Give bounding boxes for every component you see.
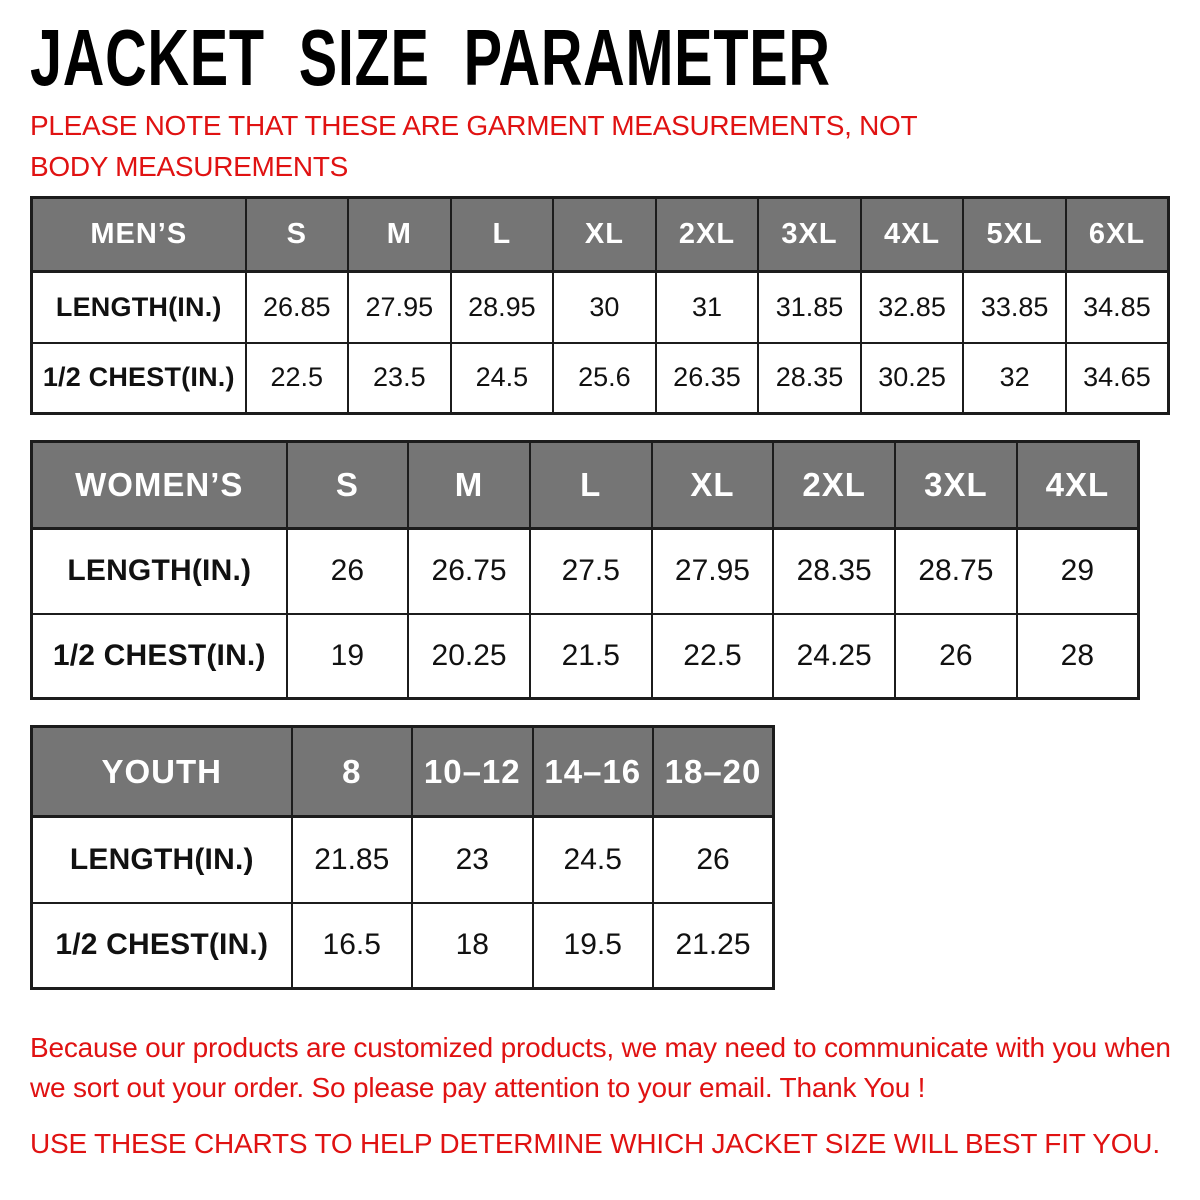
womens-size-column-header: XL <box>652 442 774 529</box>
page-title: JACKET SIZE PARAMETER <box>30 13 831 102</box>
mens-value-cell: 26.35 <box>656 343 759 414</box>
mens-value-cell: 24.5 <box>451 343 554 414</box>
youth-value-cell: 16.5 <box>292 903 413 989</box>
womens-size-column-header: L <box>530 442 652 529</box>
womens-row-label: LENGTH(IN.) <box>32 529 287 614</box>
size-tables-container <box>30 196 1170 1015</box>
mens-value-cell: 23.5 <box>348 343 451 414</box>
womens-value-cell: 28 <box>1017 614 1139 699</box>
womens-value-cell: 26 <box>287 529 409 614</box>
youth-measurement-row <box>32 817 774 903</box>
womens-size-column-header: S <box>287 442 409 529</box>
mens-value-cell: 32 <box>963 343 1066 414</box>
footer-fit-advice-note: USE THESE CHARTS TO HELP DETERMINE WHICH JACKET SIZE WILL BEST FIT YOU. <box>30 1128 1160 1159</box>
youth-value-cell: 21.25 <box>653 903 774 989</box>
mens-size-column-header: S <box>246 198 349 272</box>
womens-value-cell: 26 <box>895 614 1017 699</box>
womens-value-cell: 24.25 <box>773 614 895 699</box>
womens-size-column-header: 2XL <box>773 442 895 529</box>
mens-header-row <box>32 198 1169 272</box>
womens-table-title-cell: WOMEN’S <box>32 442 287 529</box>
mens-value-cell: 22.5 <box>246 343 349 414</box>
mens-row-label: 1/2 CHEST(IN.) <box>32 343 246 414</box>
youth-value-cell: 19.5 <box>533 903 654 989</box>
youth-measurement-row <box>32 903 774 989</box>
mens-value-cell: 28.35 <box>758 343 861 414</box>
mens-value-cell: 31.85 <box>758 272 861 343</box>
womens-size-column-header: 3XL <box>895 442 1017 529</box>
mens-size-column-header: 2XL <box>656 198 759 272</box>
mens-size-column-header: L <box>451 198 554 272</box>
mens-measurement-row <box>32 272 1169 343</box>
womens-value-cell: 22.5 <box>652 614 774 699</box>
womens-value-cell: 28.75 <box>895 529 1017 614</box>
womens-value-cell: 26.75 <box>408 529 530 614</box>
footer-customized-products-note: Because our products are customized products, we may need to communicate with you when we sort out your order. So please pay attention to your email. Thank You ! <box>30 1032 1171 1103</box>
mens-size-column-header: 5XL <box>963 198 1066 272</box>
womens-row-label: 1/2 CHEST(IN.) <box>32 614 287 699</box>
mens-size-column-header: 6XL <box>1066 198 1169 272</box>
womens-value-cell: 20.25 <box>408 614 530 699</box>
womens-measurement-row <box>32 529 1139 614</box>
womens-value-cell: 19 <box>287 614 409 699</box>
youth-size-column-header: 14–16 <box>533 727 654 817</box>
garment-measurement-note: PLEASE NOTE THAT THESE ARE GARMENT MEASUREMENTS, NOT BODY MEASUREMENTS <box>30 110 917 182</box>
womens-value-cell: 28.35 <box>773 529 895 614</box>
mens-measurement-row <box>32 343 1169 414</box>
youth-value-cell: 18 <box>412 903 533 989</box>
womens-measurement-row <box>32 614 1139 699</box>
youth-row-label: 1/2 CHEST(IN.) <box>32 903 292 989</box>
youth-size-column-header: 8 <box>292 727 413 817</box>
mens-value-cell: 34.65 <box>1066 343 1169 414</box>
mens-value-cell: 33.85 <box>963 272 1066 343</box>
womens-size-table <box>30 440 1140 700</box>
mens-value-cell: 28.95 <box>451 272 554 343</box>
youth-value-cell: 23 <box>412 817 533 903</box>
mens-value-cell: 27.95 <box>348 272 451 343</box>
mens-value-cell: 26.85 <box>246 272 349 343</box>
womens-value-cell: 27.95 <box>652 529 774 614</box>
mens-value-cell: 30 <box>553 272 656 343</box>
youth-row-label: LENGTH(IN.) <box>32 817 292 903</box>
mens-size-column-header: 4XL <box>861 198 964 272</box>
youth-header-row <box>32 727 774 817</box>
mens-size-table <box>30 196 1170 415</box>
womens-header-row <box>32 442 1139 529</box>
womens-value-cell: 27.5 <box>530 529 652 614</box>
womens-value-cell: 29 <box>1017 529 1139 614</box>
mens-value-cell: 31 <box>656 272 759 343</box>
youth-table-title-cell: YOUTH <box>32 727 292 817</box>
youth-value-cell: 26 <box>653 817 774 903</box>
womens-value-cell: 21.5 <box>530 614 652 699</box>
mens-value-cell: 34.85 <box>1066 272 1169 343</box>
mens-value-cell: 30.25 <box>861 343 964 414</box>
mens-table-title-cell: MEN’S <box>32 198 246 272</box>
youth-size-column-header: 18–20 <box>653 727 774 817</box>
mens-size-column-header: XL <box>553 198 656 272</box>
youth-size-table <box>30 725 775 990</box>
womens-size-column-header: M <box>408 442 530 529</box>
youth-value-cell: 24.5 <box>533 817 654 903</box>
youth-value-cell: 21.85 <box>292 817 413 903</box>
mens-value-cell: 32.85 <box>861 272 964 343</box>
youth-size-column-header: 10–12 <box>412 727 533 817</box>
womens-size-column-header: 4XL <box>1017 442 1139 529</box>
mens-row-label: LENGTH(IN.) <box>32 272 246 343</box>
mens-size-column-header: M <box>348 198 451 272</box>
mens-size-column-header: 3XL <box>758 198 861 272</box>
mens-value-cell: 25.6 <box>553 343 656 414</box>
